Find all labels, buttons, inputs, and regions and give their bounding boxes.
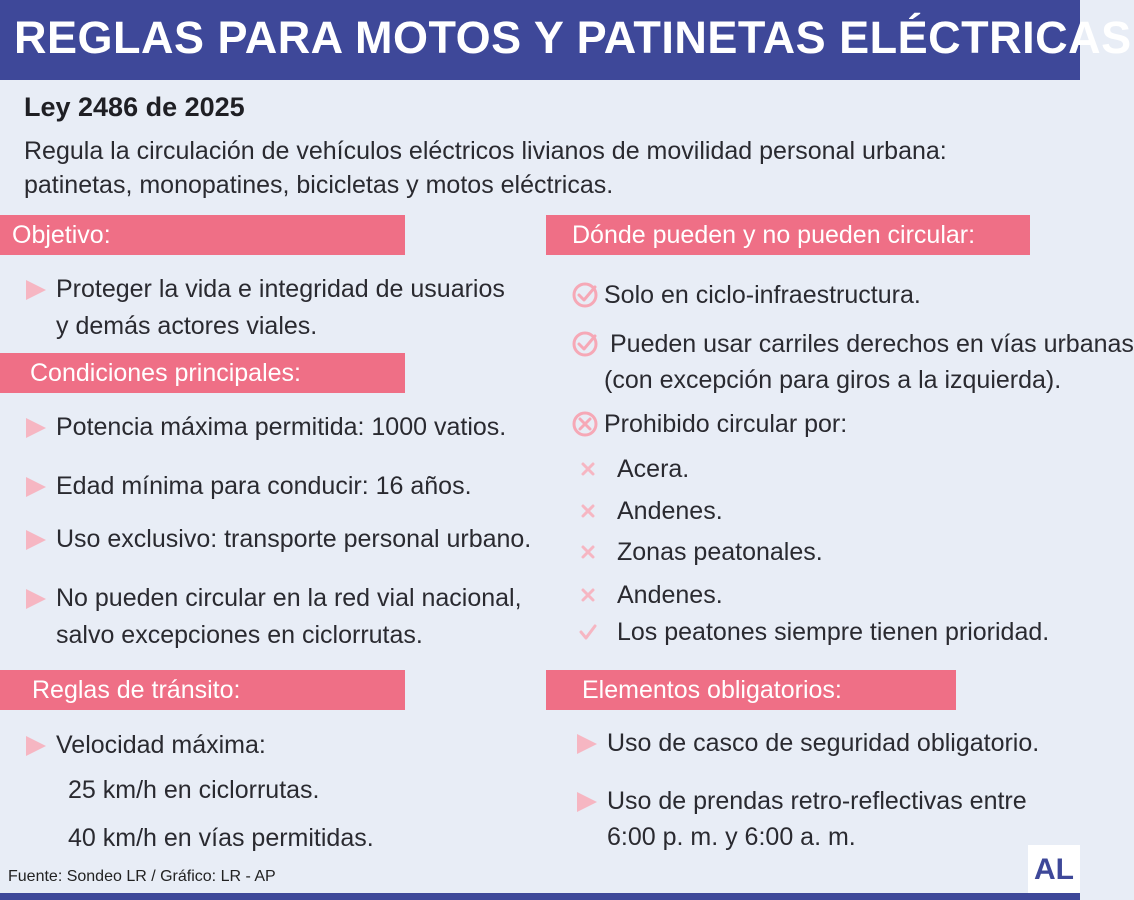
prohibited-title: Prohibido circular por: xyxy=(604,410,848,438)
list-item: Acera. xyxy=(617,455,690,483)
list-item: Uso de casco de seguridad obligatorio. xyxy=(607,729,1040,757)
section-heading-label: Dónde pueden y no pueden circular: xyxy=(572,221,976,249)
list-item: 40 km/h en vías permitidas. xyxy=(68,824,374,852)
list-item: Solo en ciclo-infraestructura. xyxy=(604,281,921,309)
bullet-triangle-icon xyxy=(26,530,46,550)
page-title: REGLAS PARA MOTOS Y PATINETAS ELÉCTRICAS xyxy=(14,12,1132,63)
check-mark-icon xyxy=(579,623,597,641)
bullet-triangle-icon xyxy=(26,736,46,756)
bullet-triangle-icon xyxy=(577,792,597,812)
list-item: 25 km/h en ciclorrutas. xyxy=(68,776,320,804)
bullet-triangle-icon xyxy=(26,477,46,497)
list-item: Uso de prendas retro-reflectivas entre xyxy=(607,787,1027,815)
list-item: salvo excepciones en ciclorrutas. xyxy=(56,621,423,649)
prohibited-circle-icon xyxy=(571,410,599,438)
list-item: No pueden circular en la red vial nacional, xyxy=(56,584,522,612)
section-heading-label: Condiciones principales: xyxy=(30,359,301,387)
bottom-border xyxy=(0,893,1080,900)
section-heading-label: Objetivo: xyxy=(12,221,111,249)
logo-text: AL xyxy=(1034,853,1074,886)
list-item: Proteger la vida e integridad de usuarios xyxy=(56,275,505,303)
bullet-triangle-icon xyxy=(26,280,46,300)
bullet-triangle-icon xyxy=(577,734,597,754)
list-item: Potencia máxima permitida: 1000 vatios. xyxy=(56,413,507,441)
section-objetivo-heading xyxy=(0,215,405,255)
header-banner xyxy=(0,0,1132,80)
list-item: Pueden usar carriles derechos en vías urbanas xyxy=(610,330,1134,358)
check-circle-icon xyxy=(571,330,599,358)
list-item: (con excepción para giros a la izquierda). xyxy=(604,366,1062,394)
x-mark-icon xyxy=(579,460,597,478)
section-elementos-heading xyxy=(546,670,956,710)
bullet-triangle-icon xyxy=(26,418,46,438)
list-item: Edad mínima para conducir: 16 años. xyxy=(56,472,472,500)
x-mark-icon xyxy=(579,586,597,604)
bullet-triangle-icon xyxy=(26,589,46,609)
publisher-logo xyxy=(1028,845,1080,895)
list-item: Velocidad máxima: xyxy=(56,731,266,759)
section-reglas-heading xyxy=(0,670,405,710)
check-circle-icon xyxy=(571,281,599,309)
list-item: Zonas peatonales. xyxy=(617,538,823,566)
section-condiciones-heading xyxy=(0,353,405,393)
section-heading-label: Elementos obligatorios: xyxy=(582,676,842,704)
law-description: Regula la circulación de vehículos eléctricos livianos de movilidad personal urbana: patinetas, monopatines, bicicletas y motos eléctricas. xyxy=(24,137,947,199)
list-item: Andenes. xyxy=(617,497,723,525)
x-mark-icon xyxy=(579,543,597,561)
source-credit: Fuente: Sondeo LR / Gráfico: LR - AP xyxy=(8,868,276,885)
priority-note: Los peatones siempre tienen prioridad. xyxy=(617,618,1050,646)
law-title: Ley 2486 de 2025 xyxy=(24,92,245,122)
section-donde-heading xyxy=(546,215,1030,255)
list-item: Uso exclusivo: transporte personal urbano. xyxy=(56,525,532,553)
section-heading-label: Reglas de tránsito: xyxy=(32,676,241,704)
list-item: 6:00 p. m. y 6:00 a. m. xyxy=(607,823,856,851)
list-item: y demás actores viales. xyxy=(56,312,318,340)
list-item: Andenes. xyxy=(617,581,723,609)
x-mark-icon xyxy=(579,502,597,520)
